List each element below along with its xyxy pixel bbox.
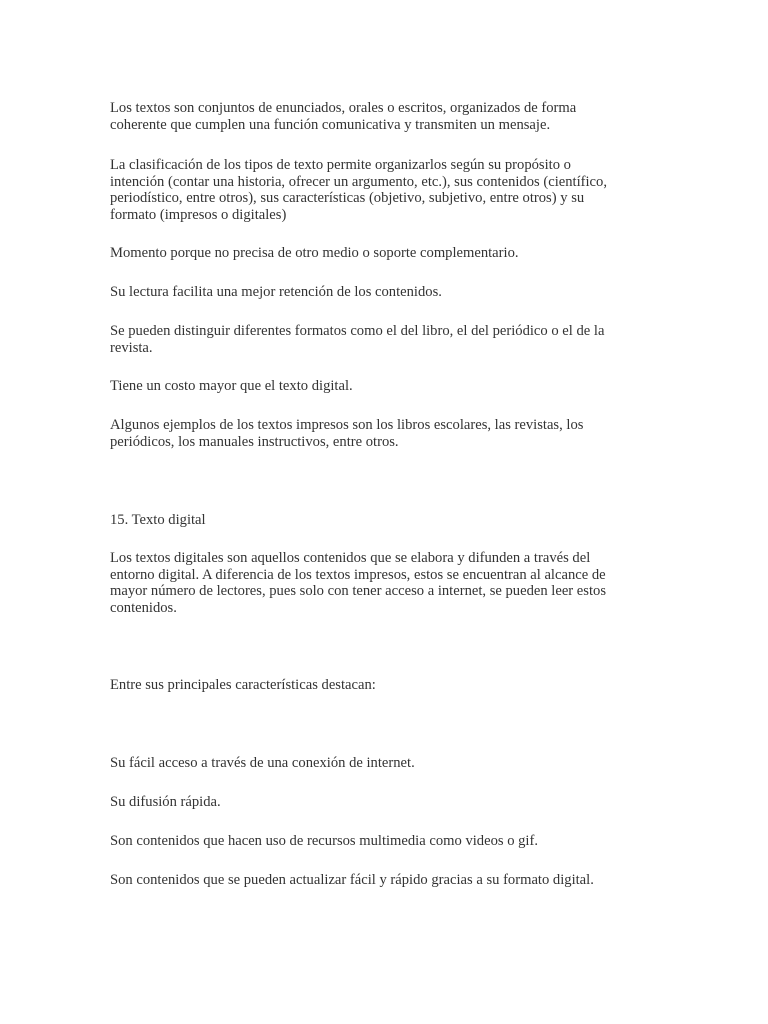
text-line: Son contenidos que hacen uso de recursos multimedia como videos o gif. (110, 833, 538, 849)
section-heading (110, 512, 670, 529)
text-line: formato (impresos o digitales) (110, 206, 287, 223)
text-line: Su difusión rápida. (110, 794, 221, 810)
text-line: La clasificación de los tipos de texto permite organizarlos según su propósito o (110, 157, 571, 173)
paragraph-ejemplos (110, 417, 670, 450)
paragraph-acceso (110, 755, 670, 772)
text-line: Son contenidos que se pueden actualizar fácil y rápido gracias a su formato digital. (110, 872, 594, 888)
text-line: Los textos digitales son aquellos contenidos que se elabora y difunden a través del (110, 550, 591, 566)
text-line: mayor número de lectores, pues solo con tener acceso a internet, se pueden leer estos (110, 583, 606, 599)
text-line: periodístico, entre otros), sus características (objetivo, subjetivo, entre otros) y su (110, 190, 585, 206)
paragraph-intro (110, 100, 670, 133)
paragraph-momento (110, 245, 670, 262)
paragraph-formatos (110, 323, 670, 356)
text-line: contenidos. (110, 599, 177, 616)
text-line: revista. (110, 339, 153, 356)
text-line: Los textos son conjuntos de enunciados, orales o escritos, organizados de forma (110, 100, 577, 116)
text-line: Tiene un costo mayor que el texto digital. (110, 378, 353, 394)
paragraph-costo (110, 378, 670, 395)
paragraph-lectura (110, 284, 670, 301)
text-line: Momento porque no precisa de otro medio o soporte complementario. (110, 245, 519, 261)
text-line: Su lectura facilita una mejor retención de los contenidos. (110, 284, 442, 300)
text-line: Algunos ejemplos de los textos impresos son los libros escolares, las revistas, los (110, 417, 584, 433)
heading-line: 15. Texto digital (110, 512, 206, 528)
paragraph-difusion (110, 794, 670, 811)
text-line: intención (contar una historia, ofrecer un argumento, etc.), sus contenidos (científico, (110, 173, 607, 190)
paragraph-multimedia (110, 833, 670, 850)
text-line: Entre sus principales características destacan: (110, 677, 376, 693)
paragraph-digital (110, 550, 670, 616)
paragraph-actualizar (110, 872, 670, 889)
paragraph-caracteristicas (110, 677, 670, 694)
text-line: periódicos, los manuales instructivos, entre otros. (110, 433, 399, 450)
paragraph-classification (110, 157, 670, 223)
text-line: entorno digital. A diferencia de los textos impresos, estos se encuentran al alcance de (110, 566, 606, 583)
text-line: coherente que cumplen una función comunicativa y transmiten un mensaje. (110, 116, 551, 133)
text-line: Su fácil acceso a través de una conexión de internet. (110, 755, 415, 771)
text-line: Se pueden distinguir diferentes formatos como el del libro, el del periódico o el de la (110, 323, 605, 339)
